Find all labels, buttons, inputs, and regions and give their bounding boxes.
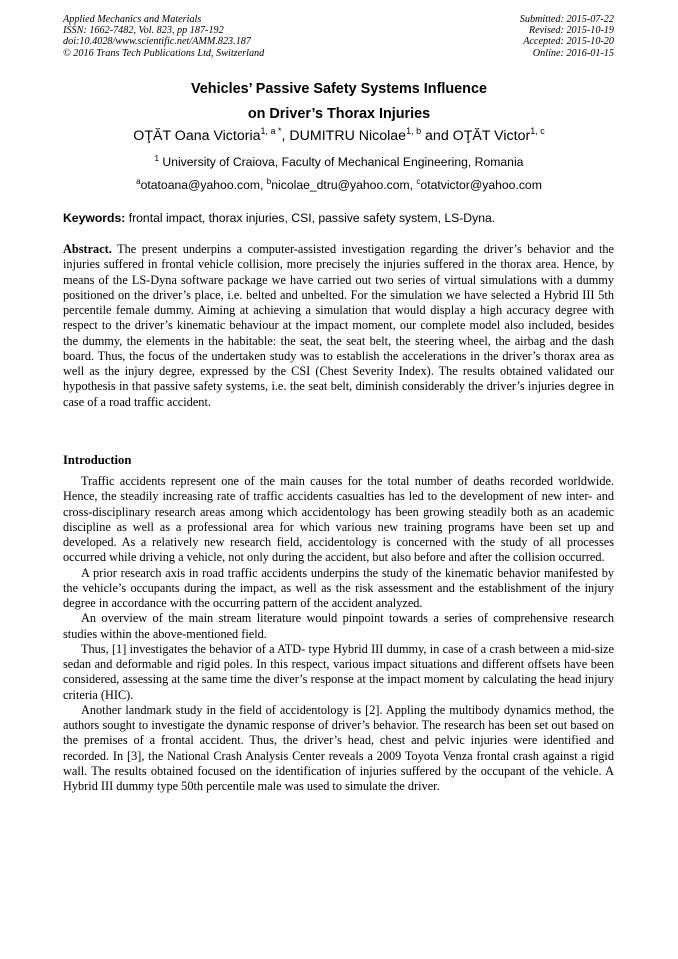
author-list (63, 128, 615, 144)
journal-name: Applied Mechanics and Materials (63, 14, 202, 25)
affiliation-superscript: 1 (154, 154, 159, 163)
paragraph: An overview of the main stream literature would pinpoint towards a series of comprehensive research studies within the above-mentioned field. (63, 611, 614, 641)
abstract-label: Abstract. (63, 242, 112, 256)
journal-header (63, 14, 264, 59)
paragraph: Thus, [1] investigates the behavior of a ATD- type Hybrid III dummy, in case of a crash between a mid-size sedan and deformable and rigid poles. In this respect, various impact situations and different offsets have been considered, assessing at the same time the diver’s response at the impact moment by calculating the head injury criteria (HIC). (63, 641, 614, 702)
author-superscript: 1, c (530, 126, 545, 136)
paper-title-line-2: on Driver’s Thorax Injuries (247, 106, 431, 122)
keywords-text: frontal impact, thorax injuries, CSI, passive safety system, LS-Dyna. (125, 211, 496, 225)
email-link[interactable]: otatoana@yahoo.com, (140, 178, 267, 192)
paragraph: Another landmark study in the field of accidentology is [2]. Appling the multibody dynamics method, the authors sought to investigate the dynamic response of driver’s behavior. The research has been set out based on the premises of a frontal accident. Thus, the driver’s head, chest and pelvic injuries were identified and recorded. In [3], the National Crash Analysis Center reveals a 2009 Toyota Venza frontal crash against a rigid wall. The results obtained focused on the identification of injuries suffered by the occupant of the vehicle. A Hybrid III dummy type 50th percentile male was used to simulate the driver. (63, 702, 614, 793)
author-separator: , (281, 128, 290, 144)
date-revised: Revised: 2015-10-19 (528, 25, 614, 37)
affiliation-text: University of Craiova, Faculty of Mechanical Engineering, Romania (159, 155, 524, 169)
date-submitted: Submitted: 2015-07-22 (519, 14, 614, 25)
paragraph: Traffic accidents represent one of the main causes for the total number of deaths recorded worldwide. Hence, the steadily increasing rate of traffic accidents casualties has led to the development of new inter- and cross-disciplinary research areas among which accidentology has been growing steadily both as an academic discipline as well as a professional area for which various new training programs have been set up and developed. As a relatively new research field, accidentology is concerned with the study of all processes occurred while driving a vehicle, not only during the accident, but also before and after the collision occurred. (63, 474, 614, 565)
author-name: DUMITRU Nicolae (289, 128, 407, 144)
author-name: OŢĂT Oana Victoria (133, 128, 261, 144)
paper-title-line-1: Vehicles’ Passive Safety Systems Influence (191, 81, 487, 97)
section-heading-introduction: Introduction (63, 453, 132, 467)
abstract (63, 242, 614, 410)
author-emails (63, 178, 615, 192)
journal-issn: ISSN: 1662-7482, Vol. 823, pp 187-192 (63, 25, 224, 37)
introduction-body (63, 474, 614, 794)
email-superscript: c (416, 177, 421, 186)
date-accepted: Accepted: 2015-10-20 (523, 36, 614, 48)
abstract-text: The present underpins a computer-assisted investigation regarding the driver’s behavior and the injuries suffered in frontal vehicle collision, more precisely the injuries suffered in the thorax area. Hence, by means of the LS-Dyna software package we have carried out two series of virtual simulations with a dummy positioned on the driver’s place, i.e. belted and unbelted. For the simulation we have selected a Hybrid III 5th percentile female dummy. Aiming at achieving a simulation that would display a high accuracy degree with respect to the driver’s kinematic behaviour at the impact moment, our complete model also included, besides the dummy, the elements in the habitable: the seat, the seat belt, the steering wheel, the airbag and the dash board. Thus, the focus of the undertaken study was to establish the accelerations in the driver’s thorax area as well as the injury degree, expressed by the CSI (Chest Severity Index). The results obtained validated our hypothesis in that passive safety systems, i.e. the seat belt, diminish considerably the driver’s injuries degree in case of a road traffic accident. (63, 242, 614, 409)
keywords (63, 211, 615, 225)
date-online: Online: 2016-01-15 (532, 47, 614, 59)
email-link[interactable]: nicolae_dtru@yahoo.com, (271, 178, 417, 192)
author-separator: and (421, 128, 453, 144)
email-link[interactable]: otatvictor@yahoo.com (420, 178, 542, 192)
author-superscript: 1, b (406, 126, 422, 136)
author-name: OŢĂT Victor (452, 128, 531, 144)
keywords-label: Keywords: (63, 211, 126, 225)
email-superscript: b (266, 177, 272, 186)
affiliation (63, 155, 615, 169)
journal-copyright: © 2016 Trans Tech Publications Ltd, Switzerland (63, 47, 265, 59)
paragraph: A prior research axis in road traffic accidents underpins the study of the kinematic behavior manifested by the vehicle’s occupants during the impact, as well as the risk assessment and the establishment of the injury degree in accordance with the occurring pattern of the accident analyzed. (63, 565, 614, 610)
author-superscript: 1, a * (260, 126, 282, 136)
journal-doi: doi:10.4028/www.scientific.net/AMM.823.187 (63, 36, 251, 48)
email-superscript: a (136, 177, 141, 186)
dates-header (520, 14, 614, 59)
